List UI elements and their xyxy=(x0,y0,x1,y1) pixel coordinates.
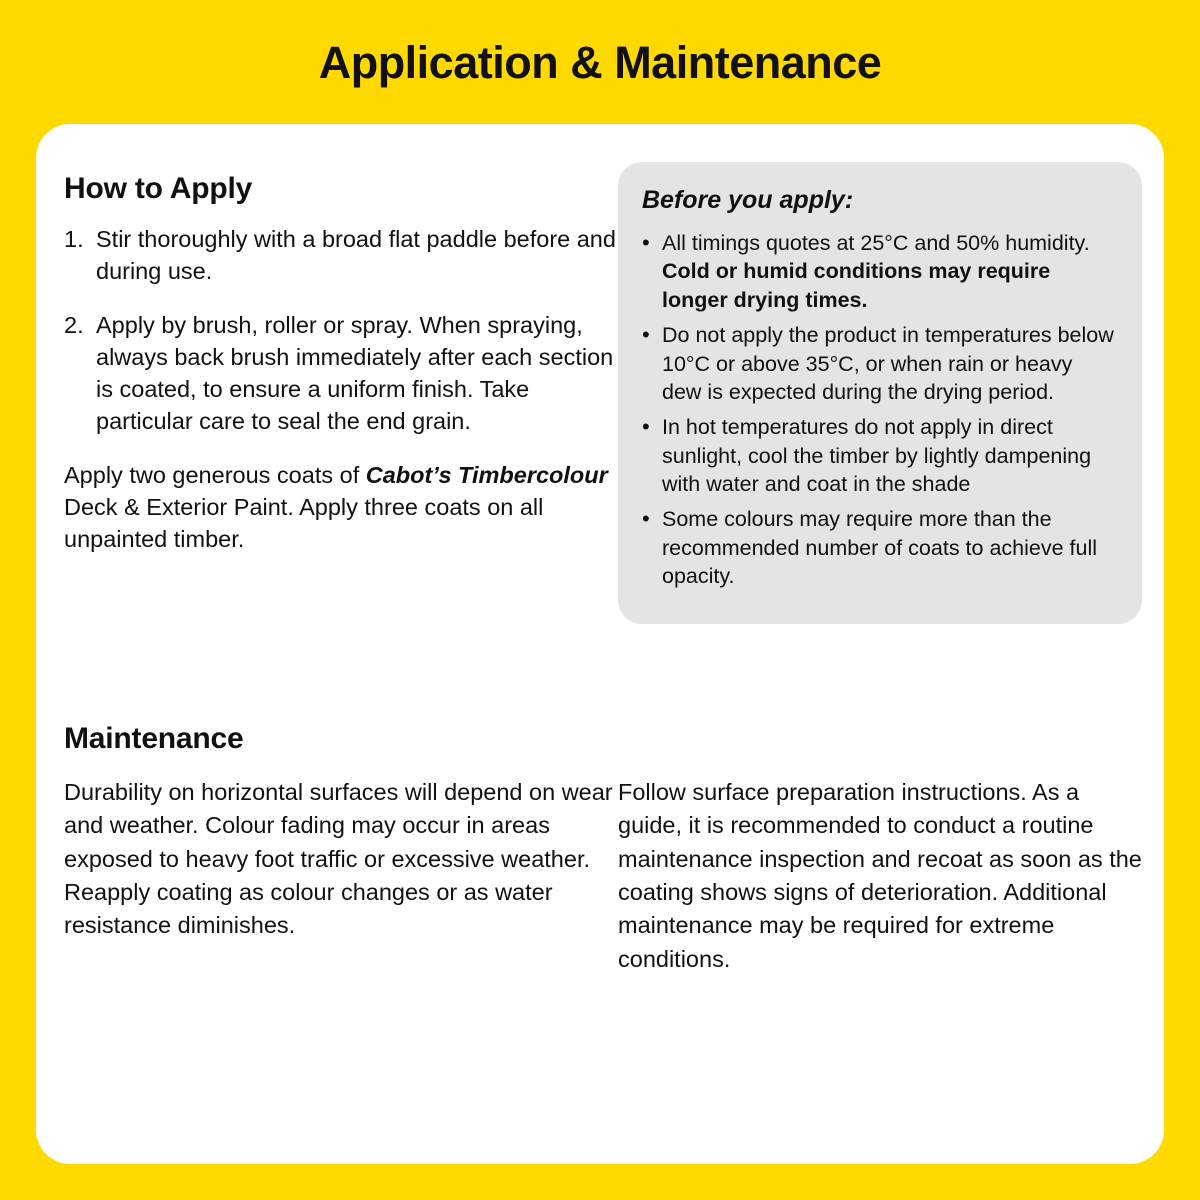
list-item xyxy=(640,229,1116,314)
product-name: Cabot’s Timbercolour xyxy=(365,461,608,488)
maintenance-right-column xyxy=(618,776,1148,976)
how-to-apply-closing xyxy=(64,460,624,556)
how-to-apply-heading: How to Apply xyxy=(64,172,253,205)
before-you-apply-section xyxy=(618,162,1142,624)
step-number: 1. xyxy=(64,226,84,252)
closing-prefix: Apply two generous coats of xyxy=(64,461,366,488)
how-to-apply-section xyxy=(64,172,624,556)
maintenance-left-text xyxy=(64,776,616,943)
list-item xyxy=(640,505,1116,590)
list-item xyxy=(640,321,1116,406)
maintenance-left-paragraph: Durability on horizontal surfaces will depend on wear and weather. Colour fading may occur in areas exposed to heavy foot traffic or excessive weather. Reapply coating as colour changes or as water resistance diminishes. xyxy=(64,779,613,939)
list-item xyxy=(640,413,1116,498)
bullet-text: In hot temperatures do not apply in direct sunlight, cool the timber by lightly dampening with water and coat in the shade xyxy=(662,415,1092,496)
before-you-apply-heading: Before you apply: xyxy=(642,186,854,214)
step-text: Apply by brush, roller or spray. When spraying, always back brush immediately after each section is coated, to ensure a uniform finish. Take particular care to seal the end grain. xyxy=(96,311,614,434)
list-item xyxy=(64,310,624,438)
before-you-apply-panel xyxy=(618,162,1142,624)
maintenance-heading: Maintenance xyxy=(64,722,244,755)
list-item xyxy=(64,224,624,288)
bullet-text-bold: Cold or humid conditions may require longer drying times. xyxy=(662,259,1051,312)
bullet-text: Some colours may require more than the recommended number of coats to achieve full opacity. xyxy=(662,507,1098,589)
maintenance-section xyxy=(64,722,616,943)
step-text: Stir thoroughly with a broad flat paddle before and during use. xyxy=(96,226,616,284)
maintenance-right-text xyxy=(618,776,1148,976)
closing-suffix: Deck & Exterior Paint. Apply three coats on all unpainted timber. xyxy=(64,493,544,552)
bullet-text: All timings quotes at 25°C and 50% humidity. xyxy=(662,231,1090,255)
before-you-apply-list xyxy=(640,229,1116,591)
content-card xyxy=(36,124,1164,1164)
maintenance-right-paragraph: Follow surface preparation instructions. As a guide, it is recommended to conduct a routine maintenance inspection and recoat as soon as the coating shows signs of deterioration. Additional maintenance may be required for extreme conditions. xyxy=(618,779,1142,972)
bullet-text: Do not apply the product in temperatures below 10°C or above 35°C, or when rain or heavy dew is expected during the drying period. xyxy=(662,323,1114,404)
page-title: Application & Maintenance xyxy=(318,37,882,88)
how-to-apply-steps xyxy=(64,224,624,438)
step-number: 2. xyxy=(64,311,84,338)
